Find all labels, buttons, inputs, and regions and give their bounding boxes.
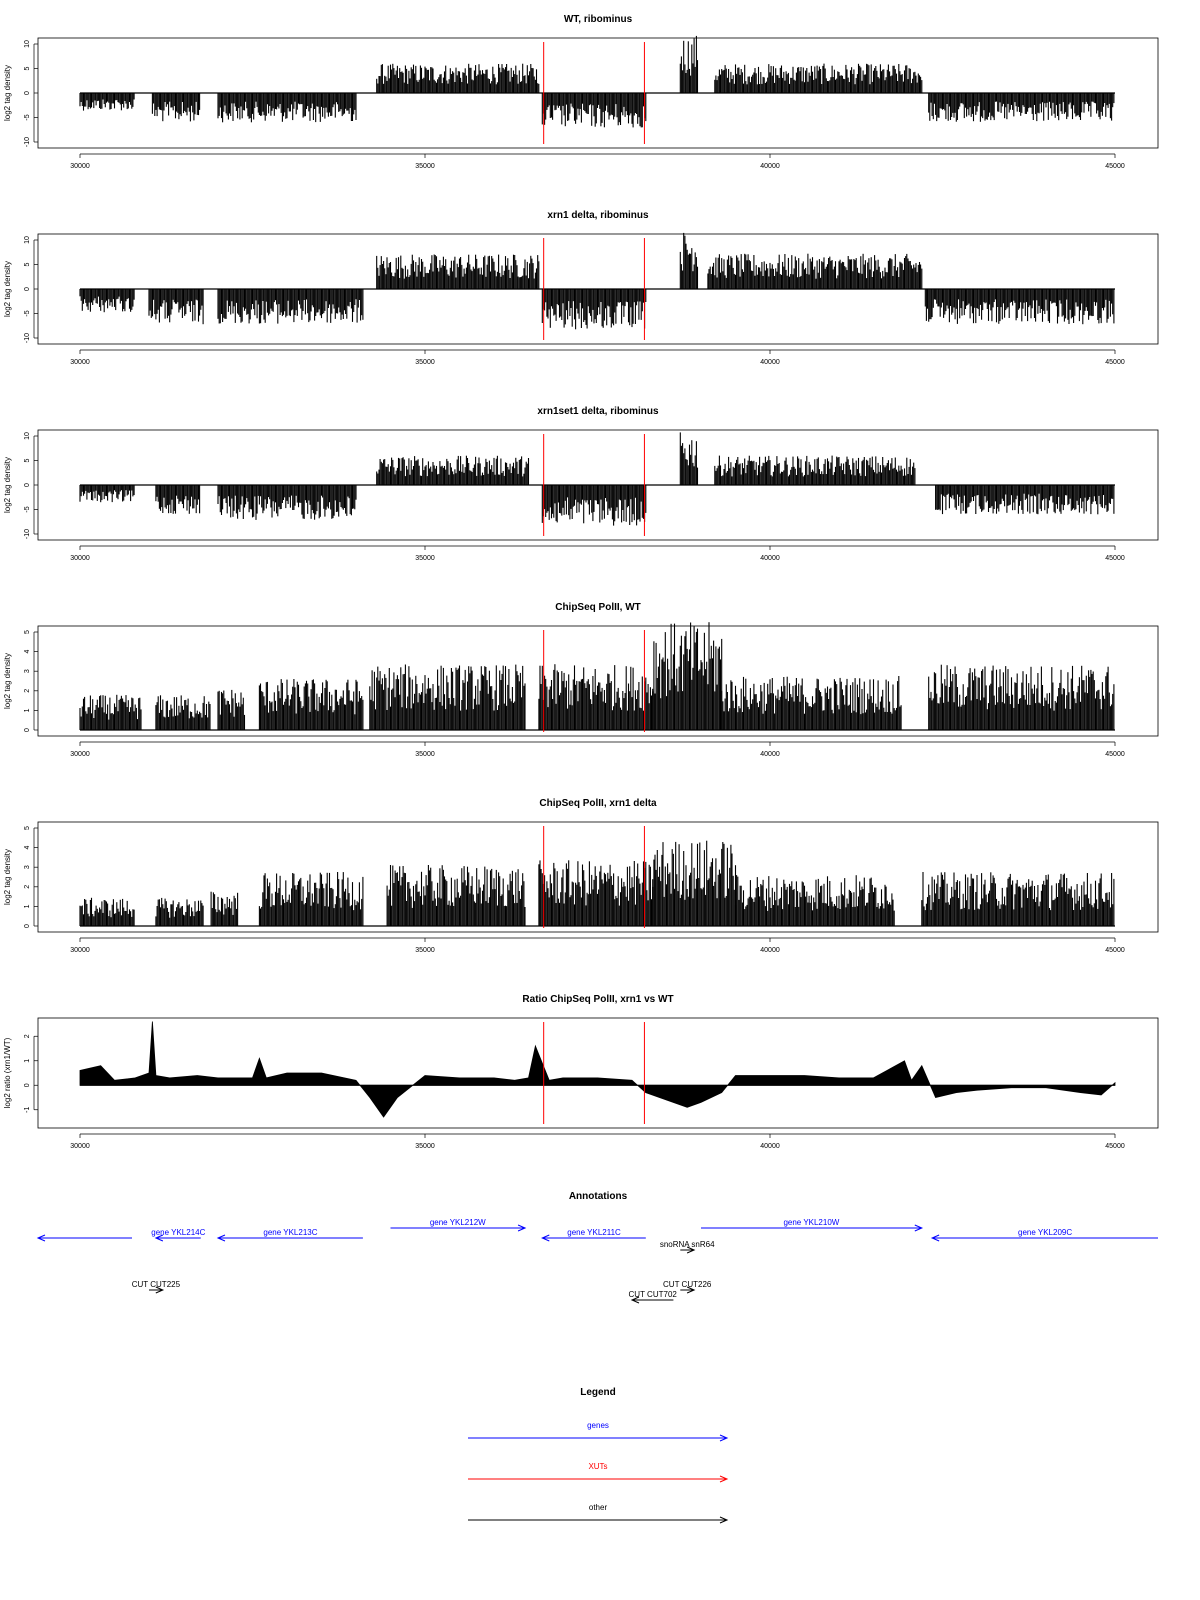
y-tick-label: 10 bbox=[24, 236, 31, 244]
x-tick-label: 40000 bbox=[760, 555, 780, 562]
legend-title: Legend bbox=[580, 1387, 616, 1398]
chart-title: Ratio ChipSeq PolII, xrn1 vs WT bbox=[522, 994, 674, 1005]
annotation-label: CUT CUT226 bbox=[663, 1280, 712, 1289]
x-tick-label: 40000 bbox=[760, 1143, 780, 1150]
x-tick-label: 35000 bbox=[415, 1143, 435, 1150]
y-axis-label: log2 tag density bbox=[3, 456, 12, 514]
y-tick-label: 2 bbox=[24, 884, 31, 889]
annotation-label: CUT CUT702 bbox=[628, 1290, 677, 1299]
y-tick-label: 0 bbox=[24, 1083, 31, 1088]
y-tick-label: -1 bbox=[24, 1106, 31, 1113]
y-tick-label: 1 bbox=[24, 904, 31, 909]
y-tick-label: 2 bbox=[24, 1034, 31, 1039]
x-tick-label: 40000 bbox=[760, 359, 780, 366]
annotation-label: gene YKL210W bbox=[783, 1218, 840, 1227]
y-tick-label: 5 bbox=[24, 458, 31, 463]
y-tick-label: 5 bbox=[24, 262, 31, 267]
y-tick-label: 10 bbox=[24, 432, 31, 440]
x-tick-label: 35000 bbox=[415, 947, 435, 954]
x-tick-label: 45000 bbox=[1105, 359, 1125, 366]
x-tick-label: 40000 bbox=[760, 163, 780, 170]
x-tick-label: 40000 bbox=[760, 751, 780, 758]
annotation-label: gene YKL214C bbox=[151, 1228, 206, 1237]
y-tick-label: 3 bbox=[24, 865, 31, 870]
y-tick-label: 0 bbox=[24, 924, 31, 928]
annotation-label: gene YKL211C bbox=[567, 1228, 621, 1237]
y-tick-label: 0 bbox=[24, 91, 31, 95]
y-tick-label: 5 bbox=[24, 826, 31, 830]
y-axis-label: log2 tag density bbox=[3, 260, 12, 318]
y-tick-label: 1 bbox=[24, 1058, 31, 1063]
x-tick-label: 30000 bbox=[70, 359, 90, 366]
y-tick-label: -10 bbox=[24, 528, 31, 540]
y-axis-label: log2 tag density bbox=[3, 652, 12, 710]
y-tick-label: -5 bbox=[24, 114, 31, 121]
y-tick-label: -5 bbox=[24, 506, 31, 513]
chart-title: WT, ribominus bbox=[563, 14, 633, 25]
annotation-label: CUT CUT225 bbox=[131, 1280, 181, 1289]
y-tick-label: 5 bbox=[24, 630, 31, 634]
y-tick-label: 5 bbox=[24, 66, 31, 71]
chart-title: xrn1set1 delta, ribominus bbox=[537, 406, 659, 417]
x-tick-label: 35000 bbox=[415, 359, 435, 366]
x-tick-label: 45000 bbox=[1105, 947, 1125, 954]
x-tick-label: 40000 bbox=[760, 947, 780, 954]
chart-title: ChipSeq PolII, WT bbox=[555, 602, 641, 613]
x-tick-label: 30000 bbox=[70, 555, 90, 562]
y-tick-label: 4 bbox=[24, 845, 31, 850]
chart-title: ChipSeq PolII, xrn1 delta bbox=[539, 798, 657, 809]
annotation-label: gene YKL209C bbox=[1018, 1228, 1073, 1237]
x-tick-label: 35000 bbox=[415, 751, 435, 758]
y-tick-label: 4 bbox=[24, 649, 31, 654]
legend-label: XUTs bbox=[588, 1462, 608, 1471]
x-tick-label: 45000 bbox=[1105, 555, 1125, 562]
y-tick-label: 10 bbox=[24, 40, 31, 48]
y-axis-label: log2 tag density bbox=[3, 64, 12, 122]
y-tick-label: 1 bbox=[24, 708, 31, 713]
annotations-title: Annotations bbox=[568, 1191, 628, 1202]
x-tick-label: 30000 bbox=[70, 163, 90, 170]
y-axis-label: log2 tag density bbox=[3, 848, 12, 906]
y-tick-label: 0 bbox=[24, 483, 31, 487]
x-tick-label: 30000 bbox=[70, 947, 90, 954]
signal-segment-3 bbox=[218, 690, 245, 730]
y-tick-label: 0 bbox=[24, 287, 31, 291]
x-tick-label: 45000 bbox=[1105, 751, 1125, 758]
annotation-label: gene YKL212W bbox=[429, 1218, 486, 1227]
x-tick-label: 45000 bbox=[1105, 163, 1125, 170]
x-tick-label: 35000 bbox=[415, 555, 435, 562]
y-tick-label: -5 bbox=[24, 310, 31, 317]
y-tick-label: -10 bbox=[24, 332, 31, 344]
legend-label: genes bbox=[587, 1421, 609, 1430]
x-tick-label: 30000 bbox=[70, 751, 90, 758]
y-tick-label: -10 bbox=[24, 136, 31, 148]
legend-label: other bbox=[588, 1503, 608, 1512]
annotation-label: gene YKL213C bbox=[263, 1228, 318, 1237]
annotation-label: snoRNA snR64 bbox=[659, 1240, 715, 1249]
y-tick-label: 2 bbox=[24, 688, 31, 693]
x-tick-label: 45000 bbox=[1105, 1143, 1125, 1150]
y-tick-label: 3 bbox=[24, 669, 31, 674]
y-tick-label: 0 bbox=[24, 728, 31, 732]
x-tick-label: 30000 bbox=[70, 1143, 90, 1150]
x-tick-label: 35000 bbox=[415, 163, 435, 170]
chart-title: xrn1 delta, ribominus bbox=[547, 210, 649, 221]
y-axis-label: log2 ratio (xrn1/WT) bbox=[3, 1037, 12, 1109]
